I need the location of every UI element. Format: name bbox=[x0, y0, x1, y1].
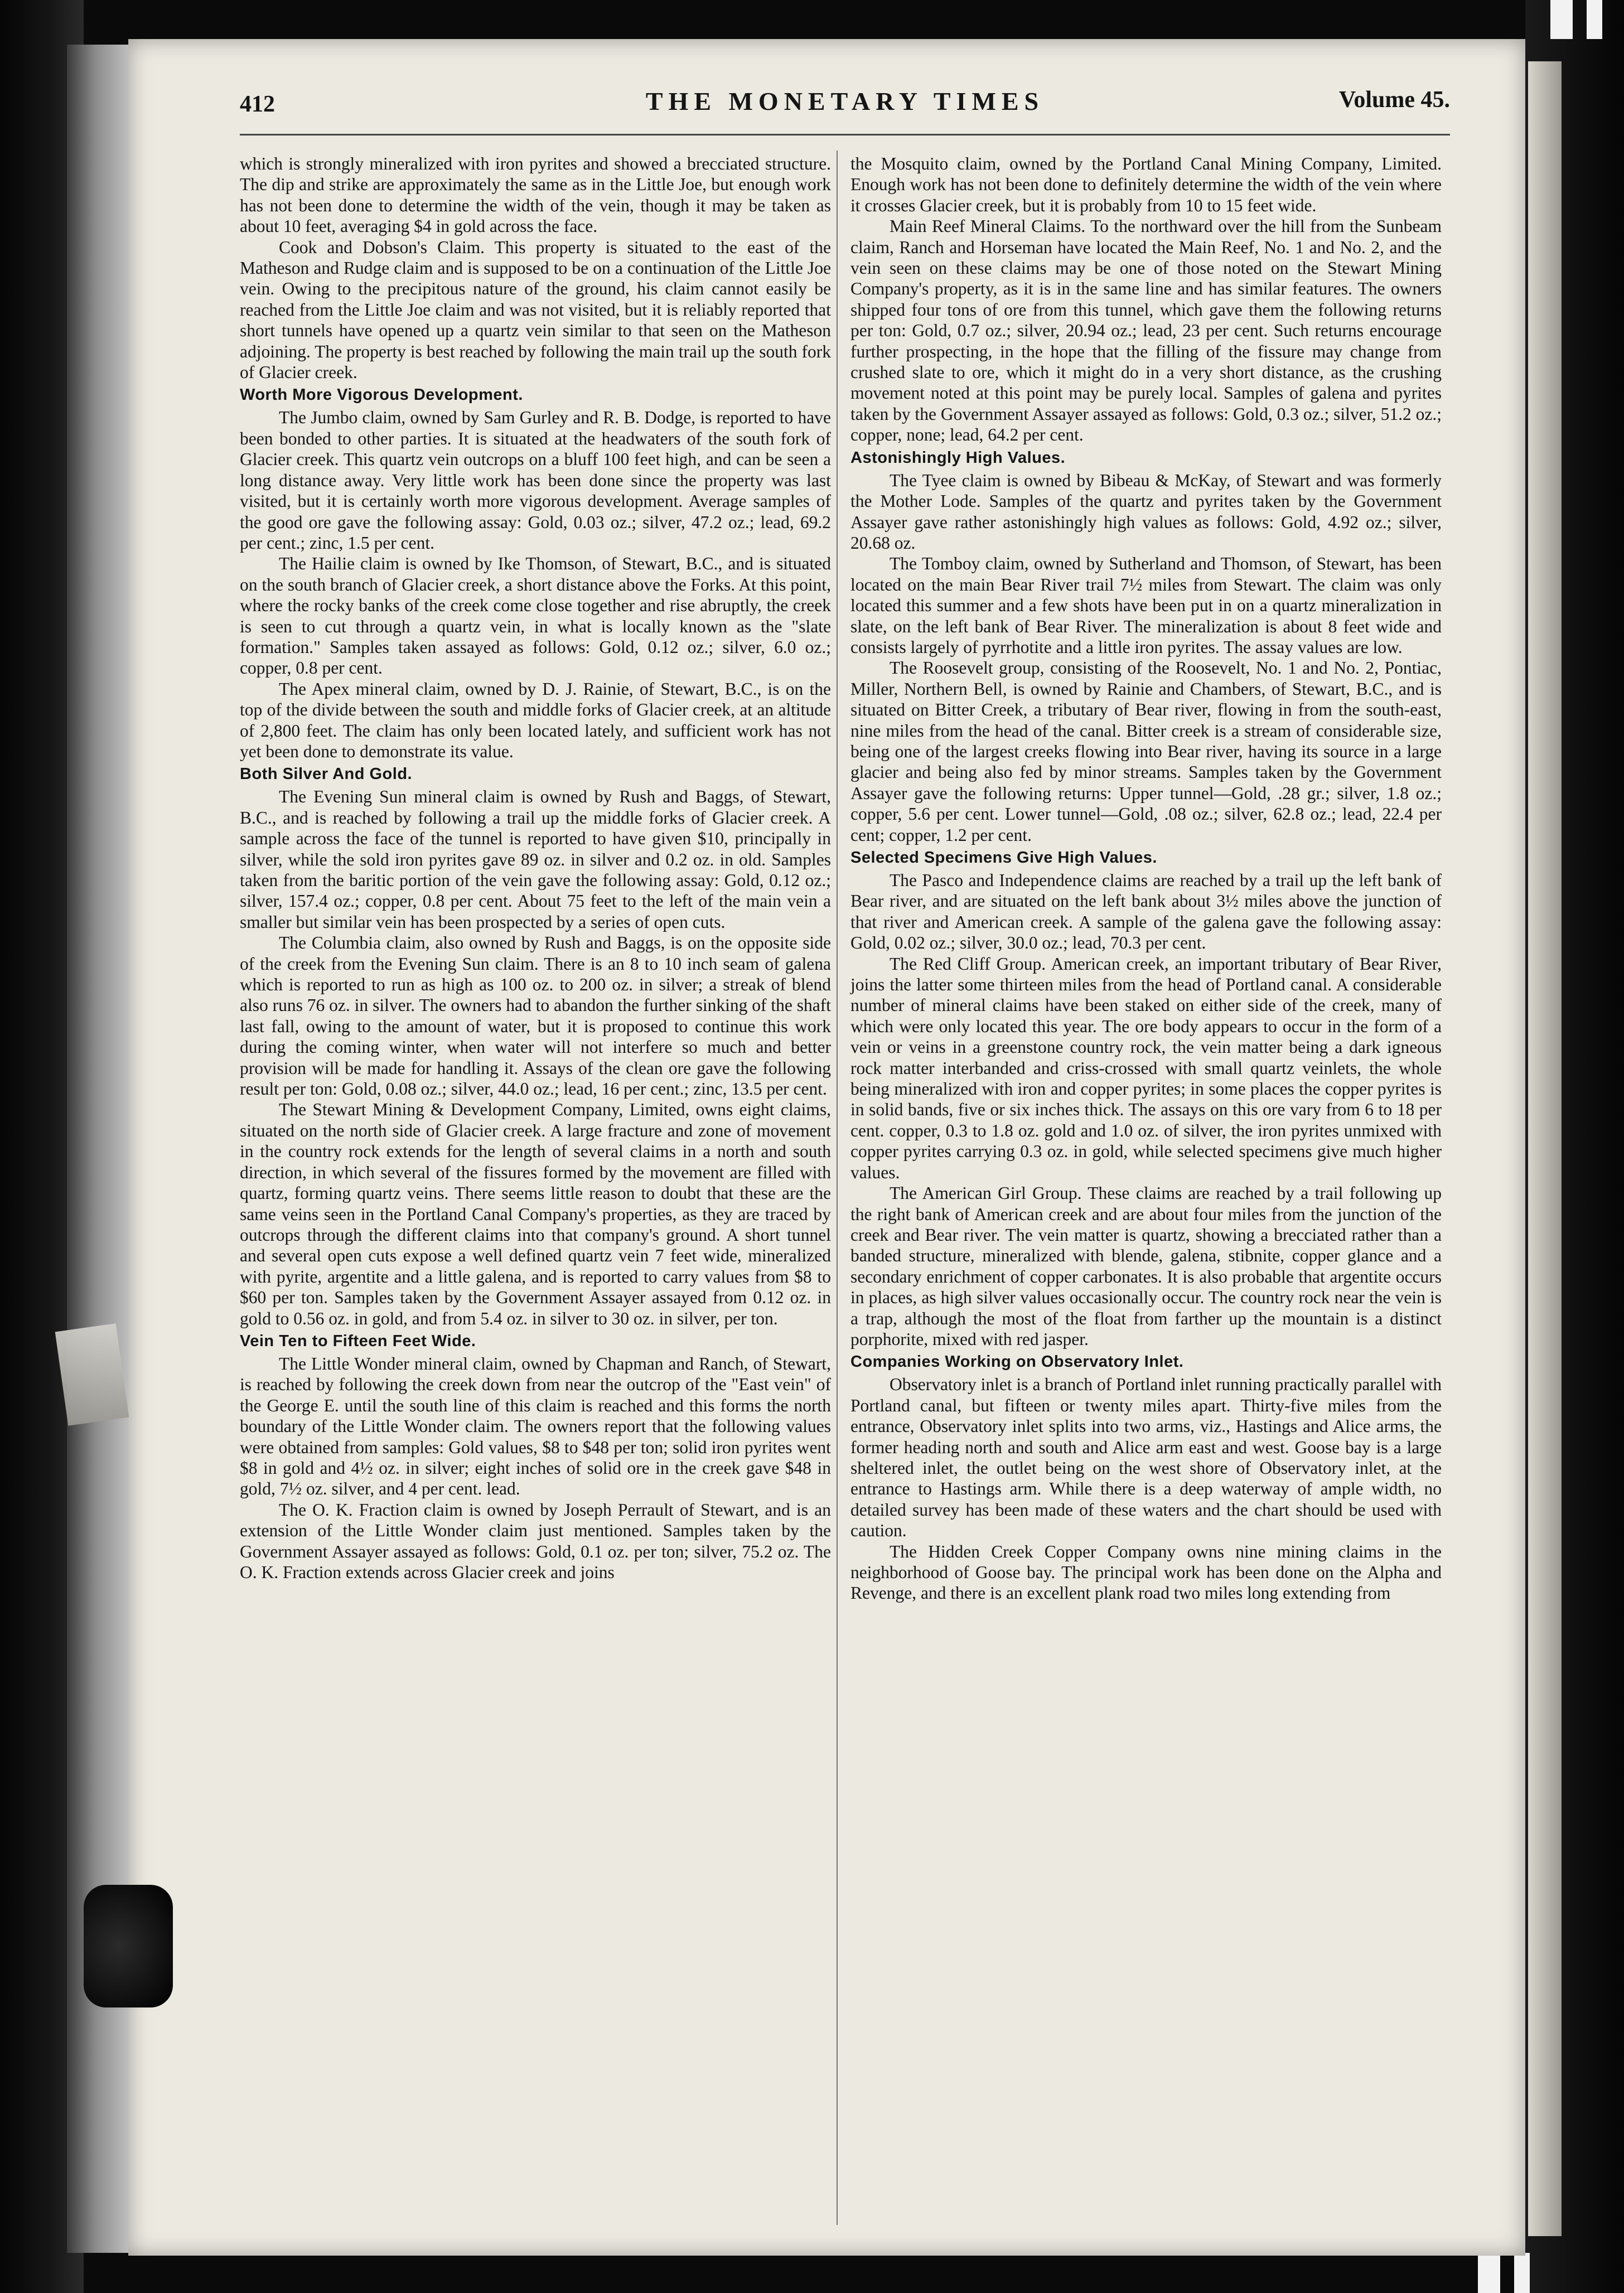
scan-marker bbox=[1587, 0, 1602, 39]
binder-clip bbox=[84, 1885, 173, 2007]
paragraph: Main Reef Mineral Claims. To the northward over the hill from the Sunbeam claim, Ranch and Horseman have located the Main Reef, No. 1 and No. 2, and the vein seen on these claims may be one of those noted on the Stewart Mining Company's property, as it is in the same line and has similar features. The owners shipped four tons of ore from this tunnel, which gave them the following returns per ton: Gold, 0.7 oz.; silver, 20.94 oz.; lead, 23 per cent. Such returns encourage further prospecting, in the hope that the filling of the fissure may change from crushed slate to ore, which it might do in a very short distance, as the crushing movement noted at this point may be purely local. Samples of galena and pyrites taken by the Government Assayer assayed as follows: Gold, 0.3 oz.; silver, 51.2 oz.; copper, none; lead, 64.2 per cent. bbox=[850, 216, 1442, 445]
volume-label: Volume 45. bbox=[1338, 87, 1450, 113]
scan-marker bbox=[1550, 0, 1573, 39]
paragraph: The Apex mineral claim, owned by D. J. Rainie, of Stewart, B.C., is on the top of the divide between the south and middle forks of Glacier creek, at an altitude of 2,800 feet. The claim has only been located lately, and sufficient work has not yet been done to demonstrate its value. bbox=[240, 679, 831, 761]
paragraph: The Roosevelt group, consisting of the Roosevelt, No. 1 and No. 2, Pontiac, Miller, Northern Bell, is owned by Rainie and Chambers, of Stewart, B.C., and is situated on Bitter Creek, a tributary of Bear river, flowing in from the south-east, nine miles from the head of the canal. Bitter creek is a stream of considerable size, being one of the largest creeks flowing into Bear river, having its source in a large glacier and being also fed by minor streams. Samples taken by the Government Assayer gave the following returns: Upper tunnel—Gold, .28 gr.; silver, 1.8 oz.; copper, 5.6 per cent. Lower tunnel—Gold, .08 oz.; silver, 62.8 oz.; lead, 22.4 per cent; copper, 1.2 per cent. bbox=[850, 658, 1442, 845]
paragraph: The O. K. Fraction claim is owned by Joseph Perrault of Stewart, and is an extension of the Little Wonder claim just mentioned. Samples taken by the Government Assayer assayed as follows: Gold, 0.1 oz. per ton; silver, 75.2 oz. The O. K. Fraction extends across Glacier creek and joins bbox=[240, 1499, 831, 1582]
paragraph: the Mosquito claim, owned by the Portland Canal Mining Company, Limited. Enough work has not been done to definitely determine the width of the vein where it crosses Glacier creek, but it is probably from 10 to 15 feet wide. bbox=[850, 154, 1442, 215]
paragraph: The Tomboy claim, owned by Sutherland and Thomson, of Stewart, has been located on the main Bear River trail 7½ miles from Stewart. The claim was only located this summer and a few shots have been put in on a quartz mineralization in slate, on the left bank of Bear River. The mineralization is about 8 feet wide and consists largely of pyrrhotite and a little iron pyrites. The assay values are low. bbox=[850, 554, 1442, 657]
header-rule bbox=[240, 134, 1450, 136]
section-heading: Selected Specimens Give High Values. bbox=[850, 849, 1157, 867]
paragraph: The American Girl Group. These claims are reached by a trail following up the right bank of American creek and are about four miles from the junction of the creek and Bear river. The vein matter is quartz, showing a brecciated rather than a banded structure, mineralized with blende, galena, stibnite, copper glance and a secondary enrichment of copper carbonates. It is also probable that argentite occurs in places, as high silver values occasionally occur. The country rock near the vein is a trap, although the most of the float from farther up the mountain is a distinct porphorite, mixed with red jasper. bbox=[850, 1183, 1442, 1349]
paragraph: which is strongly mineralized with iron pyrites and showed a brecciated structure. The dip and strike are approximately the same as in the Little Joe, but enough work has not been done to determine the width of the vein, though it may be taken as about 10 feet, averaging $4 in gold across the face. bbox=[240, 154, 831, 236]
facing-page-edge bbox=[1528, 61, 1562, 2236]
section-heading: Worth More Vigorous Development. bbox=[240, 386, 523, 404]
paragraph: The Hidden Creek Copper Company owns nine mining claims in the neighborhood of Goose bay. The principal work has been done on the Alpha and Revenge, and there is an excellent plank road two miles long extending from bbox=[850, 1541, 1442, 1603]
paragraph: Observatory inlet is a branch of Portland inlet running practically parallel with Portland canal, but fifteen or twenty miles apart. Thirty-five miles from the entrance, Observatory inlet splits into two arms, viz., Hastings and Alice arms, the former heading north and south and Alice arm east and west. Goose bay is a large sheltered inlet, the outlet being on the west shore of Observatory inlet, at the entrance to Hastings arm. While there is a deep waterway of ample width, no detailed survey has been made of these waters and the chart should be used with caution. bbox=[850, 1375, 1442, 1541]
paragraph: The Red Cliff Group. American creek, an important tributary of Bear River, joins the latter some thirteen miles from the head of Portland canal. A considerable number of mineral claims have been staked on either side of the creek, many of which were only located this year. The ore body appears to occur in the form of a vein or veins in a greenstone country rock, the vein matter being a dark igneous rock matter interbanded and criss-crossed with small quartz veinlets, the whole being mineralized with iron and copper pyrites; in some places the copper pyrites is in solid bands, five or six inches thick. The assays on this ore vary from 6 to 18 per cent. copper, 0.3 to 1.8 oz. gold and 1.0 oz. of silver, the iron pyrites unmixed with copper pyrites carrying 0.3 oz. in gold, while selected specimens give much higher values. bbox=[850, 954, 1442, 1182]
running-header bbox=[240, 86, 1450, 125]
paragraph: The Hailie claim is owned by Ike Thomson, of Stewart, B.C., and is situated on the south branch of Glacier creek, a short distance above the Forks. At this point, where the rocky banks of the creek come close together and rise abruptly, the creek is seen to cut through a quartz vein, in what is locally known as the "slate formation." Samples taken assayed as follows: Gold, 0.12 oz.; silver, 6.0 oz.; copper, 0.8 per cent. bbox=[240, 554, 831, 678]
paragraph: The Stewart Mining & Development Company, Limited, owns eight claims, situated on the north side of Glacier creek. A large fracture and zone of movement in the country rock extends for the length of several claims in a north and south direction, in which several of the fissures formed by the movement are filled with quartz, forming quartz veins. There seems little reason to doubt that these are the same veins seen in the Portland Canal Company's properties, as they are traced by outcrops through the different claims into that company's ground. A short tunnel and several open cuts expose a well defined quartz vein 7 feet wide, mineralized with pyrite, argentite and a little galena, and is reported to carry values from $8 to $60 per ton. Samples taken by the Government Assayer assayed from 0.12 oz. in gold to 0.56 oz. in gold, and from 5.4 oz. in silver to 30 oz. in silver, per ton. bbox=[240, 1100, 831, 1328]
tape-strip bbox=[55, 1323, 129, 1426]
scan-marker bbox=[1478, 2253, 1500, 2293]
section-heading: Both Silver And Gold. bbox=[240, 765, 413, 783]
section-heading: Companies Working on Observatory Inlet. bbox=[850, 1353, 1184, 1371]
publication-title: THE MONETARY TIMES bbox=[645, 87, 1045, 115]
paragraph: The Pasco and Independence claims are reached by a trail up the left bank of Bear river, and are situated on the left bank about 3½ miles above the junction of that river and American creek. A sample of the galena gave the following assay: Gold, 0.02 oz.; silver, 30.0 oz.; lead, 70.3 per cent. bbox=[850, 870, 1442, 953]
scan-marker bbox=[1514, 2253, 1530, 2293]
paragraph: The Little Wonder mineral claim, owned by Chapman and Ranch, of Stewart, is reached by following the creek down from near the outcrop of the "East vein" of the George E. until the south line of this claim is reached and this forms the north boundary of the Little Wonder claim. The owners report that the following values were obtained from samples: Gold values, $8 to $48 per ton; solid iron pyrites went $8 in gold and 4½ oz. in silver; eight inches of solid ore in the creek gave $48 in gold, 7½ oz. silver, and 4 per cent. lead. bbox=[240, 1353, 831, 1499]
paragraph: The Evening Sun mineral claim is owned by Rush and Baggs, of Stewart, B.C., and is reached by following a trail up the middle forks of Glacier creek. A sample across the face of the tunnel is reported to have given $10, principally in silver, while the sold iron pyrites gave 89 oz. in silver and 0.2 oz. in old. Samples taken from the baritic portion of the vein gave the following assay: Gold, 0.12 oz.; silver, 157.4 oz.; copper, 0.8 per cent. About 75 feet to the left of the main vein a smaller but similar vein has been prospected by a series of open cuts. bbox=[240, 787, 831, 932]
section-heading: Vein Ten to Fifteen Feet Wide. bbox=[240, 1332, 476, 1350]
right-column bbox=[850, 153, 1442, 1604]
column-divider bbox=[837, 151, 838, 2225]
paragraph: The Columbia claim, also owned by Rush and Baggs, is on the opposite side of the creek from the Evening Sun claim. There is an 8 to 10 inch seam of galena which is reported to run as high as 100 oz. to 200 oz. in silver; a streak of blend also runs 76 oz. in silver. The owners had to abandon the further sinking of the shaft last fall, owing to the amount of water, but it is proposed to continue this work during the coming winter, when water will not interfere so much and better provision will be made for handling it. Assays of the clean ore gave the following result per ton: Gold, 0.08 oz.; silver, 44.0 oz.; lead, 16 per cent.; zinc, 13.5 per cent. bbox=[240, 933, 831, 1099]
section-heading: Astonishingly High Values. bbox=[850, 448, 1066, 467]
page-number: 412 bbox=[240, 91, 275, 117]
paragraph: Cook and Dobson's Claim. This property is situated to the east of the Matheson and Rudge claim and is supposed to be on a continuation of the Little Joe vein. Owing to the precipitous nature of the ground, his claim cannot easily be reached from the Little Joe claim and was not visited, but it is reliably reported that short tunnels have opened up a quartz vein similar to that seen on the Matheson adjoining. The property is best reached by following the main trail up the south fork of Glacier creek. bbox=[240, 237, 831, 383]
left-column bbox=[240, 153, 831, 1583]
paragraph: The Jumbo claim, owned by Sam Gurley and R. B. Dodge, is reported to have been bonded to other parties. It is situated at the headwaters of the south fork of Glacier creek. This quartz vein outcrops on a bluff 100 feet high, and can be seen a long distance away. Very little work has been done since the property was last visited, but it is certainly worth more vigorous development. Average samples of the good ore gave the following assay: Gold, 0.03 oz.; silver, 47.2 oz.; lead, 69.2 per cent.; zinc, 1.5 per cent. bbox=[240, 408, 831, 553]
paragraph: The Tyee claim is owned by Bibeau & McKay, of Stewart and was formerly the Mother Lode. Samples of the quartz and pyrites taken by the Government Assayer gave rather astonishingly high values as follows: Gold, 4.92 oz.; silver, 20.68 oz. bbox=[850, 470, 1442, 553]
